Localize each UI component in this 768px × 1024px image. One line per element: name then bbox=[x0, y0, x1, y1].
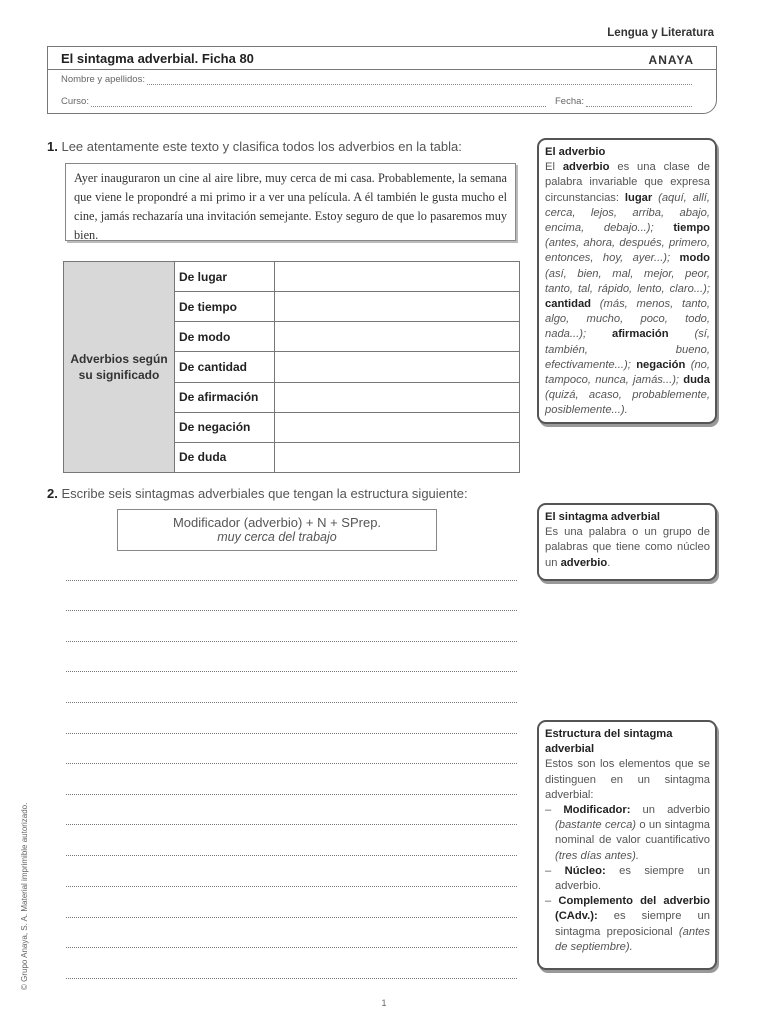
category-modo: De modo bbox=[175, 322, 275, 352]
sidebar-estructura bbox=[537, 720, 717, 970]
answer-line[interactable] bbox=[66, 978, 517, 979]
answer-line[interactable] bbox=[66, 733, 517, 734]
subject-label: Lengua y Literatura bbox=[607, 27, 714, 39]
answer-cell-negacion[interactable] bbox=[275, 412, 520, 442]
sidebar-sintagma-title: El sintagma adverbial bbox=[545, 511, 661, 523]
list-item: – Núcleo: es siempre un adverbio. bbox=[545, 864, 710, 893]
date-field[interactable] bbox=[555, 96, 692, 107]
category-afirmacion: De afirmación bbox=[175, 382, 275, 412]
answer-cell-modo[interactable] bbox=[275, 322, 520, 352]
structure-example: muy cerca del trabajo bbox=[217, 530, 337, 544]
category-cantidad: De cantidad bbox=[175, 352, 275, 382]
copyright-notice: © Grupo Anaya, S. A. Material imprimible autorizado. bbox=[20, 802, 29, 990]
publisher-logo: ANAYA bbox=[648, 53, 694, 67]
list-item: – Modificador: un adverbio (bastante cerca) o un sintagma nominal de valor cuantificativo (tres días antes). bbox=[545, 804, 711, 862]
name-field[interactable] bbox=[61, 74, 692, 85]
sidebar-adverbio-title: El adverbio bbox=[545, 146, 606, 158]
sidebar-estructura-intro: Estos son los elementos que se distinguen en un sintagma adverbial: bbox=[545, 758, 710, 801]
sidebar-sintagma-adverbial: El sintagma adverbial Es una palabra o un grupo de palabras que tiene como núcleo un adverbio. bbox=[537, 503, 717, 581]
worksheet-header bbox=[47, 46, 717, 114]
date-label: Fecha: bbox=[555, 96, 585, 107]
sidebar-estructura-title: Estructura del sintagma adverbial bbox=[545, 728, 673, 756]
answer-cell-tiempo[interactable] bbox=[275, 292, 520, 322]
question-1-prompt: Lee atentamente este texto y clasifica todos los adverbios en la tabla: bbox=[61, 139, 462, 154]
answer-line[interactable] bbox=[66, 947, 517, 948]
reading-text: Ayer inauguraron un cine al aire libre, muy cerca de mi casa. Probablemente, la semana que viene le propondré a mi primo ir a ver una película. A él también le gusta mucho el cine, jamás rechazaría una invitación semejante. Estoy seguro de que lo pasaremos muy bien. bbox=[65, 163, 516, 241]
answer-line[interactable] bbox=[66, 610, 517, 611]
course-field[interactable] bbox=[61, 96, 546, 107]
structure-formula-box bbox=[117, 509, 437, 551]
question-2-prompt: Escribe seis sintagmas adverbiales que tengan la estructura siguiente: bbox=[61, 486, 468, 501]
answer-cell-cantidad[interactable] bbox=[275, 352, 520, 382]
answer-cell-lugar[interactable] bbox=[275, 262, 520, 292]
answer-line[interactable] bbox=[66, 886, 517, 887]
sidebar-adverbio: El adverbio El adverbio es una clase de palabra invariable que expresa circunstancias: lugar (aquí, allí, cerca, lejos, arriba, abajo, encima, debajo...); tiempo (antes, ahora, después, primero, entonces, hoy, ayer...); modo (así, bien, mal, mejor, peor, tanto, tal, rápido, lento, claro...); cantidad (más, menos, tanto, algo, mucho, poco, todo, nada...); afirmación (sí, también, bueno, efectivamente...); negación (no, tampoco, nunca, jamás...); duda (quizá, acaso, probablemente, posiblemente...). bbox=[537, 138, 717, 424]
question-2-number: 2. bbox=[47, 486, 58, 501]
answer-line[interactable] bbox=[66, 794, 517, 795]
answer-cell-afirmacion[interactable] bbox=[275, 382, 520, 412]
category-negacion: De negación bbox=[175, 412, 275, 442]
answer-line[interactable] bbox=[66, 824, 517, 825]
adverb-table bbox=[63, 261, 520, 473]
table-row bbox=[64, 262, 520, 292]
answer-cell-duda[interactable] bbox=[275, 442, 520, 472]
category-tiempo: De tiempo bbox=[175, 292, 275, 322]
category-lugar: De lugar bbox=[175, 262, 275, 292]
answer-line[interactable] bbox=[66, 763, 517, 764]
list-item: – Complemento del adverbio (CAdv.): es siempre un sintagma preposicional (antes de septiembre). bbox=[545, 895, 710, 953]
question-1-number: 1. bbox=[47, 139, 58, 154]
structure-formula: Modificador (adverbio) + N + SPrep. bbox=[172, 515, 382, 530]
category-duda: De duda bbox=[175, 442, 275, 472]
answer-line[interactable] bbox=[66, 702, 517, 703]
header-divider bbox=[48, 69, 716, 70]
answer-line[interactable] bbox=[66, 855, 517, 856]
answer-line[interactable] bbox=[66, 671, 517, 672]
question-2 bbox=[47, 486, 468, 501]
table-group-label: Adverbios según su significado bbox=[64, 262, 175, 473]
name-label: Nombre y apellidos: bbox=[61, 74, 145, 85]
question-1 bbox=[47, 139, 462, 154]
page-number: 1 bbox=[381, 998, 387, 1008]
course-label: Curso: bbox=[61, 96, 89, 107]
answer-line[interactable] bbox=[66, 641, 517, 642]
worksheet-title: El sintagma adverbial. Ficha 80 bbox=[61, 51, 254, 66]
answer-line[interactable] bbox=[66, 580, 517, 581]
answer-line[interactable] bbox=[66, 917, 517, 918]
